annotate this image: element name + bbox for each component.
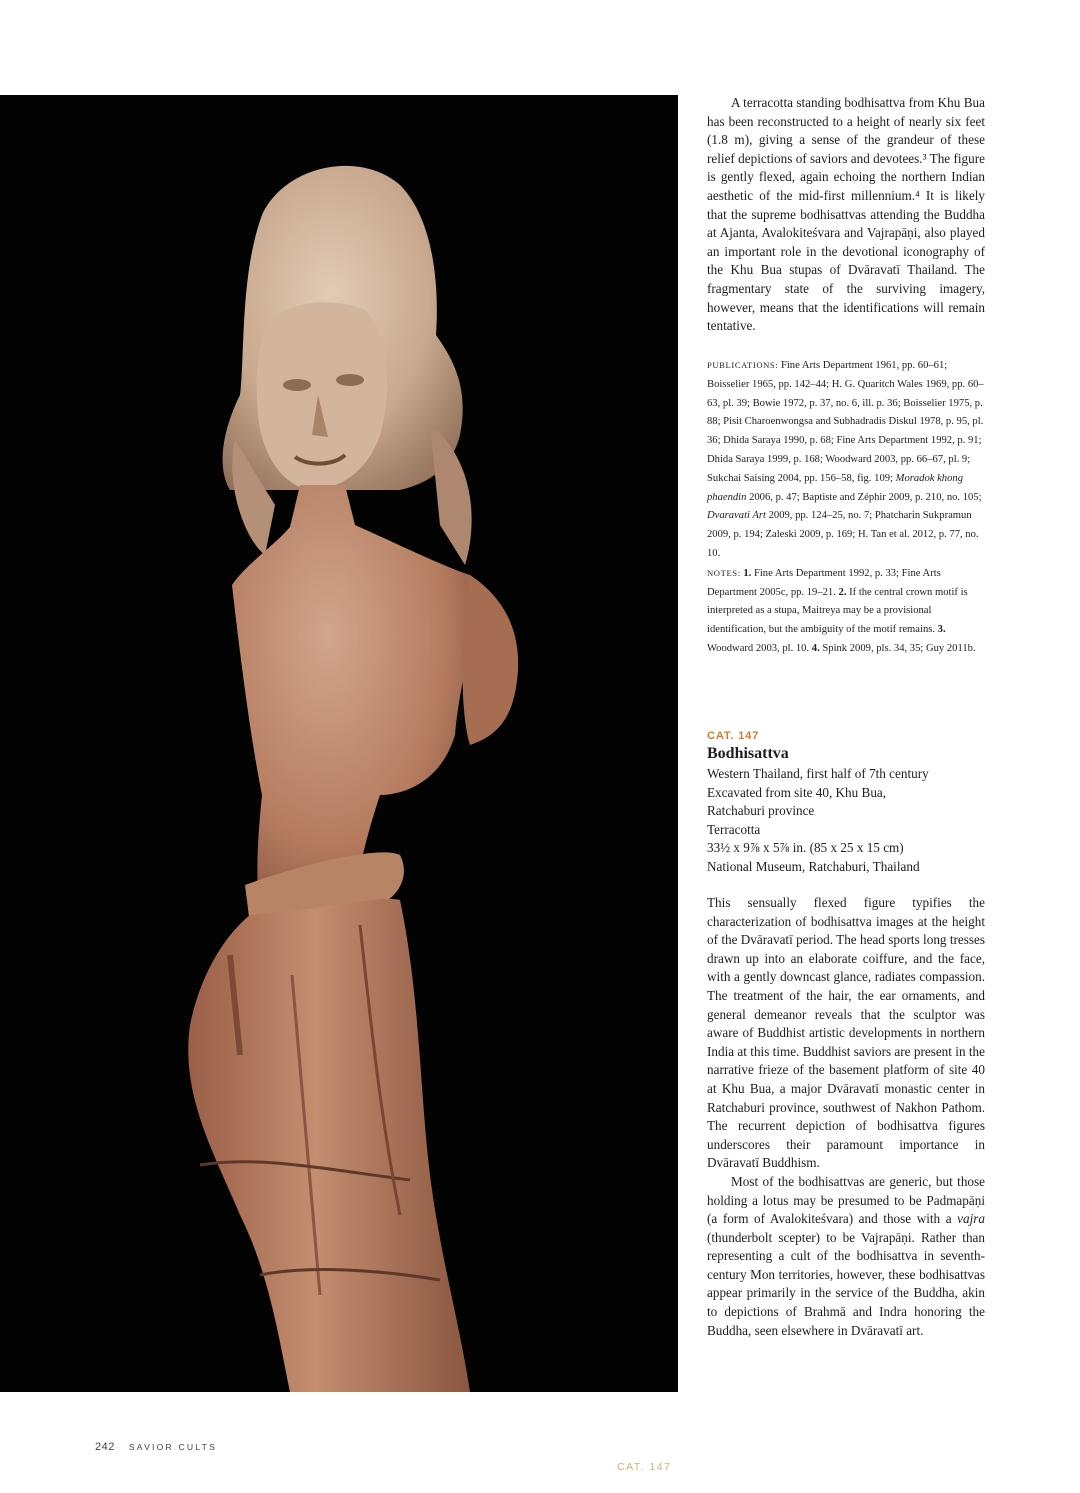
essay-paragraph — [707, 1173, 985, 1340]
running-head: SAVIOR CULTS — [128, 1442, 218, 1452]
note-number: 3. — [937, 624, 946, 636]
entry-metadata — [707, 765, 985, 877]
note-text: Woodward 2003, pl. 10. — [707, 642, 812, 654]
note-number: 4. — [811, 642, 820, 654]
publications-list — [707, 356, 985, 564]
note-number: 2. — [838, 586, 847, 598]
essay-paragraph: This sensually flexed figure typifies the characterization of bodhisattva images at the height of the Dvāravatī period. The head sports long tresses drawn up into an elaborate coiffure, and the face, with a gently downcast glance, radiates compassion. The treatment of the hair, the ear ornaments, and general demeanor reveals that the sculptor was aware of Buddhist artistic developments in northern India at this time. Buddhist saviors are present in the narrative frieze of the basement platform of site 40 at Khu Bua, a major Dvāravatī monastic center in Ratchaburi province, southwest of Nakhon Pathom. The recurrent depiction of bodhisattva figures underscores their paramount importance in Dvāravatī Buddhism. — [707, 895, 985, 1171]
entry-dimensions: 33½ x 9⅞ x 5⅞ in. (85 x 25 x 15 cm) — [707, 840, 904, 856]
photo-caption: CAT. 147 — [617, 1461, 672, 1473]
intro-paragraph: A terracotta standing bodhisattva from Khu Bua has been reconstructed to a height of nearly six feet (1.8 m), giving a sense of the grandeur of these relief depictions of saviors and devotees.³ The figure is gently flexed, again echoing the northern Indian aesthetic of the mid-first millennium.⁴ It is likely that the supreme bodhisattvas attending the Buddha at Ajanta, Avalokiteśvara and Vajrapāṇi, also played an important role in the devotional iconography of the Khu Bua stupas of Dvāravatī Thailand. The fragmentary state of the surviving imagery, however, means that the identifications will remain tentative. — [707, 95, 985, 334]
publications-text: 2009, pp. 124–25, no. 7; Phatcharin Sukpramun 2009, p. 194; Zaleski 2009, p. 169; H. Tan et al. 2012, p. 77, no. 10. — [707, 510, 979, 559]
entry-essay — [707, 894, 985, 1340]
publications-title: Dvaravati Art — [707, 510, 766, 522]
essay-text: Most of the bodhisattvas are generic, but those holding a lotus may be presumed to be Padmapāṇi (a form of Avalokiteśvara) and those with a — [707, 1173, 985, 1227]
notes-list — [707, 564, 985, 659]
entry-origin: Western Thailand, first half of 7th century — [707, 766, 929, 781]
entry-provenance: Excavated from site 40, Khu Bua, — [707, 784, 887, 800]
publications-label: PUBLICATIONS: — [707, 360, 779, 370]
publications-title: Moradok khong phaendin — [707, 472, 963, 503]
note-text: Spink 2009, pls. 34, 35; Guy 2011b. — [819, 642, 976, 654]
entry-material: Terracotta — [707, 821, 761, 837]
page-footer — [95, 1437, 217, 1455]
catalogue-entry — [707, 729, 985, 877]
publications-text: 2006, p. 47; Baptiste and Zéphir 2009, p. 210, no. 105; — [746, 491, 982, 503]
references-block — [707, 356, 985, 659]
publications-text: Fine Arts Department 1961, pp. 60–61; Boisselier 1965, pp. 142–44; H. G. Quaritch Wales 1969, pp. 60–63, pl. 39; Bowie 1972, p. 37, no. 6, ill. p. 36; Boisselier 1975, p. 88; Pisit Charoenwongsa and Subhadradis Diskul 1978, p. 95, pl. 36; Dhida Saraya 1990, p. 68; Fine Arts Department 1992, p. 91; Dhida Saraya 1999, p. 168; Woodward 2003, pp. 66–67, pl. 9; Sukchai Saising 2004, pp. 156–58, fig. 109; — [707, 360, 984, 484]
essay-text: (thunderbolt scepter) to be Vajrapāṇi. Rather than representing a cult of the bodhisattva in seventh-century Mon territories, however, these bodhisattvas appear primarily in the service of the Buddha, akin to depictions of Brahmā and Indra honoring the Buddha, seen elsewhere in Dvāravatī art. — [707, 1229, 985, 1338]
page-number: 242 — [95, 1441, 115, 1453]
note-text: If the central crown motif is interpreted as a stupa, Maitreya may be a provisional identification, but the ambiguity of the motif remains. — [707, 586, 968, 636]
note-number: 1. — [743, 567, 752, 579]
entry-title: Bodhisattva — [707, 745, 789, 762]
entry-province: Ratchaburi province — [707, 803, 815, 819]
notes-label: NOTES: — [707, 567, 741, 578]
note-text: Fine Arts Department 1992, p. 33; Fine Arts Department 2005c, pp. 19–21. — [707, 567, 941, 598]
entry-collection: National Museum, Ratchaburi, Thailand — [707, 858, 920, 874]
essay-term: vajra — [957, 1211, 985, 1227]
catalogue-number: CAT. 147 — [707, 730, 760, 742]
bodhisattva-sculpture-image — [0, 95, 678, 1392]
